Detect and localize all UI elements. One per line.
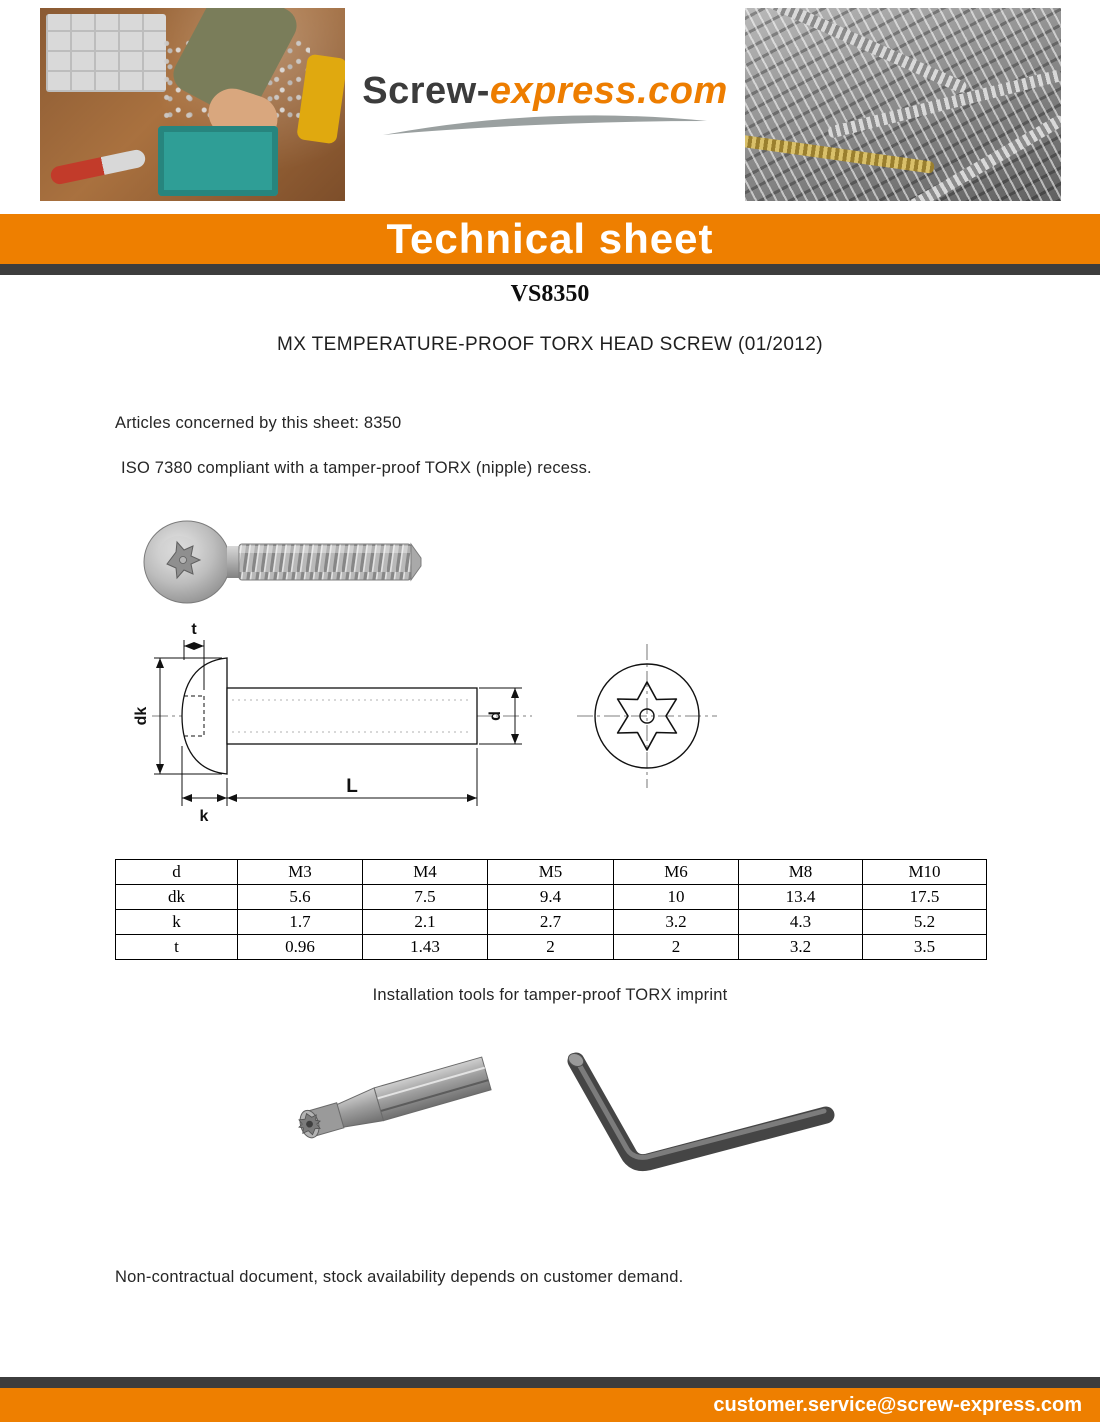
iso-line: ISO 7380 compliant with a tamper-proof TORX (nipple) recess. [121, 459, 592, 477]
table-cell: 2.7 [488, 910, 614, 935]
dim-label-dk: dk [133, 706, 150, 726]
col-header: M4 [363, 860, 488, 885]
table-row [116, 885, 987, 910]
table-cell: 3.5 [863, 935, 987, 960]
col-header: M6 [614, 860, 739, 885]
torx-bit-photo [278, 1038, 503, 1163]
dim-label-k: k [199, 808, 209, 825]
teal-tray-detail [158, 126, 278, 196]
technical-sheet-banner [0, 214, 1100, 264]
brand-logo-dark-part: Screw- [362, 70, 490, 112]
dimension-table [115, 859, 987, 960]
table-cell: 17.5 [863, 885, 987, 910]
brand-logo-orange-part: express.com [489, 70, 728, 112]
parts-box-detail [46, 14, 166, 92]
brand-logo [350, 70, 740, 139]
dim-label-L: L [346, 776, 358, 797]
table-cell: 1.7 [238, 910, 363, 935]
workbench-photo [40, 8, 345, 201]
dim-label-d: d [487, 711, 504, 721]
col-header: d [116, 860, 238, 885]
banner-title: Technical sheet [386, 215, 714, 262]
row-label: t [116, 935, 238, 960]
screws-photo [745, 8, 1061, 201]
table-cell: 13.4 [739, 885, 863, 910]
col-header: M8 [739, 860, 863, 885]
table-cell: 2 [488, 935, 614, 960]
articles-line: Articles concerned by this sheet: 8350 [115, 414, 402, 432]
dark-divider-bar-bottom [0, 1377, 1100, 1388]
logo-swoosh [375, 115, 715, 139]
screw-product-photo [135, 500, 425, 620]
screw-rod-detail [745, 134, 935, 174]
table-cell: 3.2 [614, 910, 739, 935]
col-header: M3 [238, 860, 363, 885]
dim-label-t: t [191, 621, 197, 638]
table-cell: 10 [614, 885, 739, 910]
col-header: M5 [488, 860, 614, 885]
row-label: k [116, 910, 238, 935]
table-header-row [116, 860, 987, 885]
footnote: Non-contractual document, stock availability depends on customer demand. [115, 1268, 684, 1286]
col-header: M10 [863, 860, 987, 885]
torx-lkey-photo [540, 1045, 835, 1180]
table-cell: 5.6 [238, 885, 363, 910]
footer-banner [0, 1388, 1100, 1422]
screw-rod-detail [904, 114, 1061, 201]
technical-drawing [122, 616, 762, 826]
table-cell: 9.4 [488, 885, 614, 910]
brand-logo-text [350, 70, 740, 113]
table-cell: 3.2 [739, 935, 863, 960]
table-cell: 7.5 [363, 885, 488, 910]
dark-divider-bar-top [0, 264, 1100, 275]
table-cell: 2.1 [363, 910, 488, 935]
table-row [116, 910, 987, 935]
table-cell: 5.2 [863, 910, 987, 935]
screw-rod-detail [762, 8, 968, 94]
document-code: VS8350 [510, 281, 590, 307]
row-label: dk [116, 885, 238, 910]
screwdriver-detail [49, 148, 147, 186]
table-row [116, 935, 987, 960]
table-cell: 0.96 [238, 935, 363, 960]
table-cell: 1.43 [363, 935, 488, 960]
table-cell: 2 [614, 935, 739, 960]
table-cell: 4.3 [739, 910, 863, 935]
document-title: MX TEMPERATURE-PROOF TORX HEAD SCREW (01/2012) [277, 334, 823, 355]
footer-email-link[interactable]: customer.service@screw-express.com [713, 1394, 1082, 1416]
tools-caption: Installation tools for tamper-proof TORX imprint [372, 986, 728, 1004]
